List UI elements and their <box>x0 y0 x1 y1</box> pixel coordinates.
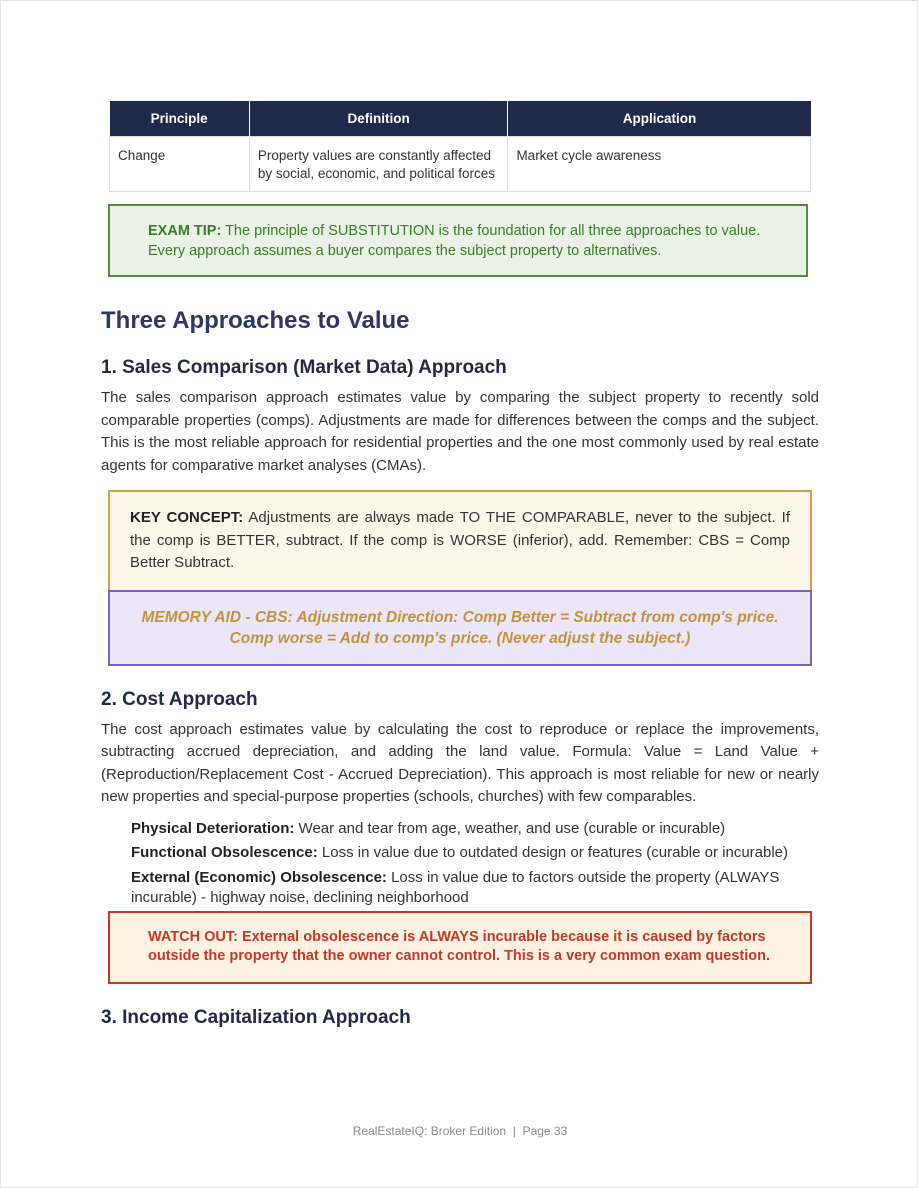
list-item <box>131 819 819 840</box>
key-concept-text: Adjustments are always made TO THE COMPARABLE, never to the subject. If the comp is BETTER, subtract. If the comp is WORSE (inferior), add. Remember: CBS = Comp Better Subtract. <box>130 509 790 571</box>
definition-external-obsolescence: Loss in value due to factors outside the property (ALWAYS incurable) - highway noise, declining neighborhood <box>131 868 780 906</box>
term-functional-obsolescence: Functional Obsolescence: <box>131 844 318 861</box>
column-header-application: Application <box>508 101 811 137</box>
list-item <box>131 843 819 864</box>
depreciation-list <box>101 819 819 909</box>
income-approach-heading: 3. Income Capitalization Approach <box>101 1006 411 1028</box>
section-title: Three Approaches to Value <box>101 307 410 334</box>
cell-application: Market cycle awareness <box>508 137 811 192</box>
memory-aid-callout: MEMORY AID - CBS: Adjustment Direction: Comp Better = Subtract from comp's price. Comp worse = Add to comp's price. (Never adjust the subject.) <box>108 590 812 666</box>
watch-out-callout: WATCH OUT: External obsolescence is ALWAYS incurable because it is caused by factors outside the property that the owner cannot control. This is a very common exam question. <box>108 911 812 984</box>
cell-definition: Property values are constantly affected by social, economic, and political forces <box>249 137 508 192</box>
table-header-row <box>110 101 811 137</box>
exam-tip-text: The principle of SUBSTITUTION is the foundation for all three approaches to value. Every approach assumes a buyer compares the subject property to alternatives. <box>148 223 761 259</box>
definition-physical-deterioration: Wear and tear from age, weather, and use (curable or incurable) <box>294 819 726 837</box>
definition-functional-obsolescence: Loss in value due to outdated design or features (curable or incurable) <box>317 844 789 861</box>
term-physical-deterioration: Physical Deterioration: <box>131 819 295 837</box>
column-header-principle: Principle <box>110 101 250 137</box>
cell-principle: Change <box>110 137 250 192</box>
sales-comparison-heading: 1. Sales Comparison (Market Data) Approach <box>101 357 507 378</box>
principles-table <box>109 101 811 192</box>
cost-approach-body: The cost approach estimates value by calculating the cost to reproduce or replace the improvements, subtracting accrued depreciation, and adding the land value. Formula: Value = Land Value + (Reproduction/Replacement Cost - Accrued Depreciation). This approach is most reliable for new or nearly new properties and special-purpose properties (schools, churches) with few comparables. <box>101 720 819 805</box>
sales-comparison-body: The sales comparison approach estimates value by comparing the subject property to recently sold comparable properties (comps). Adjustments are made for differences between the comps and the subject. This is the most reliable approach for residential properties and the one most commonly used by real estate agents for comparative market analyses (CMAs). <box>101 389 819 474</box>
key-concept-callout <box>108 490 812 590</box>
column-header-definition: Definition <box>249 101 508 137</box>
term-external-obsolescence: External (Economic) Obsolescence: <box>131 868 387 886</box>
cost-approach-heading: 2. Cost Approach <box>101 688 258 710</box>
key-concept-label: KEY CONCEPT: <box>130 509 244 526</box>
exam-tip-callout <box>108 204 808 277</box>
list-item <box>131 868 819 909</box>
exam-tip-label: EXAM TIP: <box>148 223 222 239</box>
page-footer: RealEstateIQ: Broker Edition | Page 33 <box>352 1124 568 1138</box>
page-content <box>101 101 819 1030</box>
table-row <box>110 137 811 192</box>
